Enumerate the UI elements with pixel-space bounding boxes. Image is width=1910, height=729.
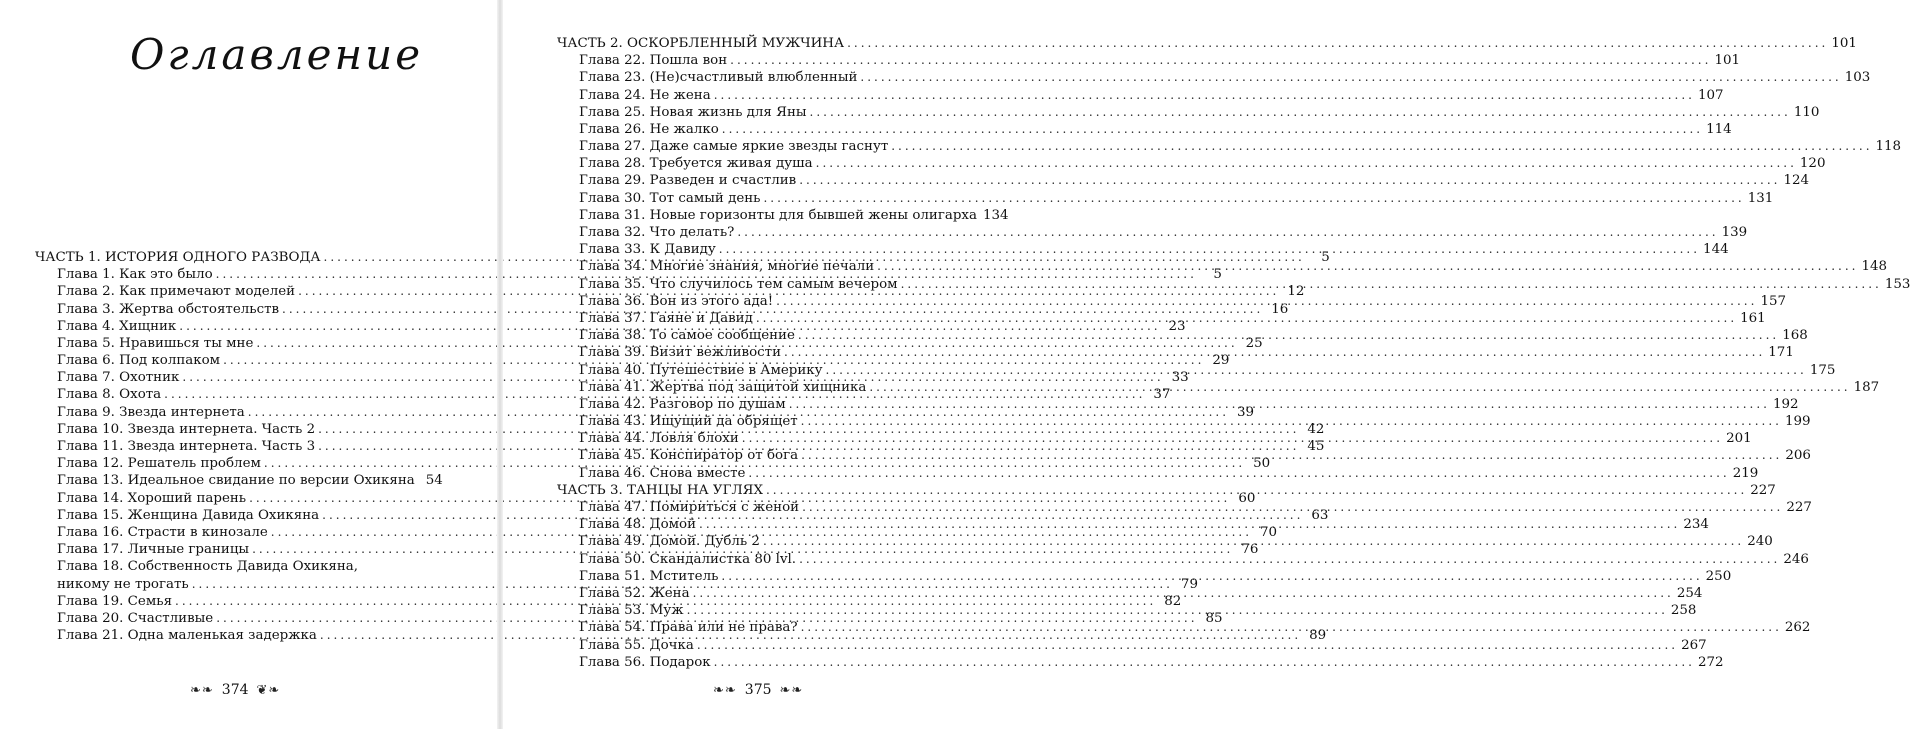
toc-entry-page: 262 — [1784, 620, 1811, 636]
dot-leader — [784, 344, 1765, 361]
dot-leader — [776, 293, 1757, 310]
dot-leader — [826, 362, 1807, 379]
toc-entry-page: 144 — [1703, 242, 1729, 258]
toc-entry-title: Глава 1. Как это было — [57, 267, 213, 283]
toc-entry-page: 175 — [1809, 362, 1836, 378]
toc-entry-page: 114 — [1706, 121, 1732, 137]
toc-entry-title: Глава 41. Жертва под защитой хищника — [579, 379, 867, 395]
toc-entry-title: Глава 9. Звезда интернета — [57, 404, 245, 420]
toc-chapter-row — [557, 465, 1759, 482]
toc-entry-page: 148 — [1861, 259, 1888, 275]
dot-leader — [721, 568, 1702, 585]
toc-entry-page: 139 — [1721, 225, 1748, 241]
toc-chapter-row — [557, 155, 1826, 172]
dot-leader — [714, 654, 1695, 671]
toc-entry-title: Глава 44. Ловля блохи — [579, 431, 739, 447]
toc-entry-page: 50 — [1253, 456, 1271, 472]
toc-entry-title: Глава 4. Хищник — [57, 318, 177, 334]
toc-entry-title: Глава 38. То самое сообщение — [579, 328, 795, 344]
dot-leader — [901, 276, 1882, 293]
toc-entry-title: никому не трогать — [57, 576, 189, 592]
dot-leader — [714, 87, 1695, 104]
toc-entry-title: Глава 16. Страсти в кинозале — [57, 524, 268, 540]
toc-entry-page: 153 — [1884, 276, 1910, 292]
toc-entry-page: 134 — [982, 207, 1009, 223]
dot-leader — [699, 516, 1680, 533]
toc-entry-page: 29 — [1212, 353, 1230, 369]
toc-entry-title: Глава 2. Как примечают моделей — [57, 284, 296, 300]
toc-entry-title: Глава 54. Права или не права? — [579, 620, 798, 636]
toc-chapter-row — [557, 121, 1732, 138]
toc-entry-title: Глава 32. Что делать? — [579, 225, 735, 241]
toc-entry-page: 131 — [1747, 190, 1774, 206]
toc-entry-title: ЧАСТЬ 3. ТАНЦЫ НА УГЛЯХ — [557, 482, 763, 498]
toc-entry-title: Глава 48. Домой — [579, 517, 697, 533]
toc-entry-title: Глава 56. Подарок — [579, 654, 711, 670]
toc-entry-title: Глава 22. Пошла вон — [579, 53, 728, 69]
toc-entry-title: Глава 23. (Не)счастливый влюбленный — [579, 70, 858, 86]
toc-entry-page: 101 — [1714, 53, 1740, 69]
toc-title: Оглавление — [130, 30, 424, 79]
toc-entry-title: Глава 47. Помириться с женой — [579, 500, 800, 516]
toc-entry-title: Глава 27. Даже самые яркие звезды гаснут — [579, 139, 889, 155]
toc-entry-title: Глава 39. Визит вежливости — [579, 345, 781, 361]
toc-chapter-row — [557, 207, 1009, 224]
toc-entry-page: 234 — [1683, 517, 1709, 533]
toc-entry-page: 70 — [1260, 524, 1278, 540]
toc-entry-page: 219 — [1732, 465, 1759, 481]
toc-entry-page: 101 — [1831, 35, 1857, 51]
toc-entry-title: Глава 36. Вон из этого ада! — [579, 293, 774, 309]
toc-chapter-row — [557, 87, 1724, 104]
page-number: 374 — [221, 682, 249, 698]
toc-entry-title: Глава 28. Требуется живая душа — [579, 156, 813, 172]
dot-leader — [687, 602, 1668, 619]
toc-entry-title: Глава 37. Гаяне и Давид — [579, 310, 753, 326]
toc-chapter-row — [557, 241, 1729, 258]
dot-leader — [766, 482, 1747, 499]
toc-entry-title: Глава 42. Разговор по душам — [579, 396, 786, 412]
ornament-icon: ❧❧ — [713, 682, 737, 698]
toc-entry-page: 187 — [1853, 379, 1880, 395]
dot-leader — [801, 619, 1782, 636]
footer-left — [190, 682, 280, 698]
toc-entry-title: Глава 15. Женщина Давида Охикяна — [57, 507, 320, 523]
toc-entry-page: 16 — [1271, 301, 1289, 317]
toc-entry-title: Глава 34. Многие знания, многие печали — [579, 259, 875, 275]
dot-leader — [697, 637, 1678, 654]
toc-chapter-row — [557, 138, 1902, 155]
dot-leader — [798, 327, 1779, 344]
toc-chapter-row — [557, 654, 1724, 671]
dot-leader — [847, 35, 1828, 52]
dot-leader — [763, 533, 1744, 550]
toc-entry-title: Глава 3. Жертва обстоятельств — [57, 301, 280, 317]
dot-leader — [877, 258, 1858, 275]
toc-entry-title: Глава 19. Семья — [57, 593, 173, 609]
toc-entry-title: Глава 50. Скандалистка 80 lvl. — [579, 551, 797, 567]
dot-leader — [801, 447, 1782, 464]
toc-entry-title: Глава 26. Не жалко — [579, 121, 719, 137]
toc-entry-title: Глава 51. Мститель — [579, 568, 719, 584]
toc-entry-page: 227 — [1786, 500, 1812, 516]
toc-entry-page: 240 — [1747, 534, 1773, 550]
toc-entry-title: Глава 49. Домой. Дубль 2 — [579, 534, 760, 550]
toc-entry-page: 192 — [1773, 396, 1799, 412]
toc-entry-title: Глава 31. Новые горизонты для бывшей жены олигарха — [579, 207, 977, 223]
toc-entry-page: 85 — [1205, 610, 1223, 626]
toc-chapter-row — [35, 558, 430, 575]
toc-entry-title: Глава 45. Конспиратор от бога — [579, 448, 799, 464]
toc-entry-page: 250 — [1705, 568, 1732, 584]
dot-leader — [730, 52, 1711, 69]
toc-entry-page: 206 — [1785, 448, 1811, 464]
toc-entry-title: Глава 10. Звезда интернета. Часть 2 — [57, 421, 316, 437]
dot-leader — [693, 585, 1674, 602]
dot-leader — [789, 396, 1770, 413]
dot-leader — [748, 465, 1729, 482]
dot-leader — [719, 241, 1700, 258]
dot-leader — [860, 69, 1841, 86]
ornament-icon: ❧❧ — [779, 682, 804, 698]
toc-entry-page: 254 — [1676, 585, 1703, 601]
toc-entry-title: ЧАСТЬ 2. ОСКОРБЛЕННЫЙ МУЖЧИНА — [557, 35, 845, 51]
toc-entry-page: 201 — [1726, 431, 1752, 447]
dot-leader — [801, 413, 1782, 430]
toc-part-row — [557, 35, 1857, 52]
ornament-icon: ❦❧ — [256, 682, 281, 698]
toc-entry-title: Глава 46. Снова вместе — [579, 465, 746, 481]
toc-entry-page: 118 — [1875, 139, 1902, 155]
toc-entry-title: Глава 24. Не жена — [579, 87, 711, 103]
page-number: 375 — [744, 682, 772, 698]
toc-chapter-row — [35, 472, 443, 489]
dot-leader — [802, 499, 1783, 516]
dot-leader — [742, 430, 1723, 447]
toc-entry-page: 157 — [1760, 293, 1786, 309]
toc-entry-title: Глава 43. Ищущий да обрящет — [579, 414, 798, 430]
toc-entry-page: 168 — [1782, 328, 1808, 344]
toc-entry-page: 161 — [1740, 310, 1766, 326]
toc-chapter-row — [557, 104, 1820, 121]
toc-entry-page: 124 — [1783, 173, 1810, 189]
toc-entry-page: 54 — [425, 473, 443, 489]
toc-entry-page: 12 — [1287, 284, 1305, 300]
dot-leader — [816, 155, 1797, 172]
toc-entry-page: 60 — [1238, 490, 1256, 506]
toc-entry-title: Глава 12. Решатель проблем — [57, 456, 261, 472]
toc-entry-page: 227 — [1750, 482, 1776, 498]
toc-entry-title: Глава 13. Идеальное свидание по версии Охикяна — [57, 473, 415, 489]
toc-entry-page: 5 — [1321, 249, 1330, 265]
toc-entry-page: 103 — [1844, 70, 1871, 86]
toc-entry-title: Глава 6. Под колпаком — [57, 353, 221, 369]
toc-entry-title: Глава 29. Разведен и счастлив — [579, 173, 797, 189]
dot-leader — [763, 190, 1744, 207]
toc-entry-page: 107 — [1697, 87, 1724, 103]
toc-entry-page: 39 — [1237, 404, 1255, 420]
toc-entry-title: Глава 30. Тот самый день — [579, 190, 761, 206]
toc-entry-title: Глава 53. Муж — [579, 603, 684, 619]
toc-chapter-row — [557, 258, 1888, 275]
toc-entry-page: 42 — [1307, 421, 1325, 437]
toc-entry-page: 25 — [1245, 335, 1263, 351]
toc-entry-page: 199 — [1784, 414, 1811, 430]
toc-entry-page: 272 — [1697, 654, 1724, 670]
toc-entry-page: 63 — [1311, 507, 1329, 523]
toc-entry-title: Глава 11. Звезда интернета. Часть 3 — [57, 439, 316, 455]
toc-entry-page: 171 — [1768, 345, 1794, 361]
toc-entry-title: Глава 21. Одна маленькая задержка — [57, 628, 317, 644]
toc-chapter-row — [557, 224, 1748, 241]
toc-entry-title: Глава 52. Жена — [579, 585, 690, 601]
dot-leader — [799, 172, 1780, 189]
toc-entry-title: Глава 35. Что случилось тем самым вечером — [579, 276, 898, 292]
toc-chapter-row — [557, 69, 1871, 86]
dot-leader — [737, 224, 1718, 241]
toc-entry-page: 37 — [1153, 387, 1171, 403]
toc-entry-page: 79 — [1180, 576, 1198, 592]
toc-entry-title: Глава 8. Охота — [57, 387, 162, 403]
toc-entry-page: 267 — [1681, 637, 1707, 653]
toc-entry-title: Глава 17. Личные границы — [57, 542, 250, 558]
toc-entry-page: 33 — [1171, 370, 1189, 386]
toc-entry-title: Глава 25. Новая жизнь для Яны — [579, 104, 807, 120]
toc-entry-title: Глава 55. Дочка — [579, 637, 694, 653]
ornament-icon: ❧❧ — [190, 682, 214, 698]
dot-leader — [810, 104, 1791, 121]
toc-entry-title: Глава 14. Хороший парень — [57, 490, 247, 506]
dot-leader — [891, 138, 1872, 155]
toc-entry-page: 5 — [1213, 267, 1222, 283]
toc-entry-page: 246 — [1783, 551, 1809, 567]
toc-entry-title: Глава 33. К Давиду — [579, 242, 716, 258]
toc-entry-title: Глава 18. Собственность Давида Охикяна, — [57, 559, 359, 575]
toc-entry-page: 258 — [1670, 603, 1697, 619]
dot-leader — [869, 379, 1850, 396]
toc-entry-page: 23 — [1168, 318, 1186, 334]
toc-entry-title: Глава 5. Нравишься ты мне — [57, 335, 254, 351]
dot-leader — [756, 310, 1737, 327]
toc-chapter-row — [557, 190, 1774, 207]
toc-entry-page: 76 — [1241, 542, 1259, 558]
dot-leader — [799, 551, 1780, 568]
toc-entry-title: Глава 40. Путешествие в Америку — [579, 362, 823, 378]
toc-entry-title: ЧАСТЬ 1. ИСТОРИЯ ОДНОГО РАЗВОДА — [35, 249, 321, 265]
toc-chapter-row — [557, 551, 1809, 568]
toc-entry-page: 89 — [1309, 628, 1327, 644]
toc-entry-title: Глава 7. Охотник — [57, 370, 180, 386]
toc-chapter-row — [557, 52, 1740, 69]
toc-entry-page: 82 — [1164, 593, 1182, 609]
toc-chapter-row — [557, 173, 1810, 190]
toc-entry-title: Глава 20. Счастливые — [57, 610, 214, 626]
footer-right — [713, 682, 803, 698]
toc-entry-page: 110 — [1793, 104, 1820, 120]
toc-entry-page: 120 — [1799, 156, 1826, 172]
toc-chapter-row — [557, 637, 1707, 654]
dot-leader — [722, 121, 1703, 138]
toc-entry-page: 45 — [1307, 439, 1325, 455]
